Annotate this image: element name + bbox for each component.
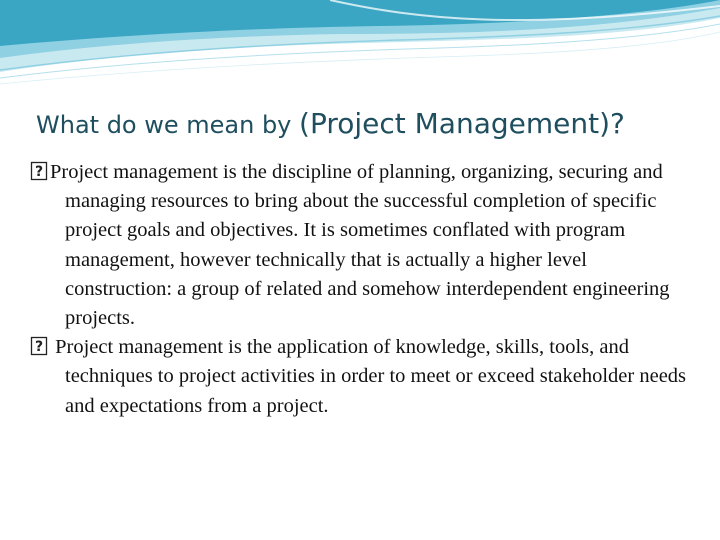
bullet-item-1: [30, 158, 690, 333]
bullet-item-2: [30, 333, 690, 421]
slide-body: [30, 158, 690, 421]
slide-title-topic: (Project Management)?: [299, 107, 625, 140]
svg-text:?: ?: [34, 164, 44, 180]
slide-title: [36, 104, 696, 145]
bullet-text-2: Project management is the application of knowledge, skills, tools, and techniques to project activities in order to meet or exceed stakeholder needs and expectations from a project.: [50, 336, 687, 417]
slide-title-lead: What do we mean by: [36, 111, 300, 139]
missing-glyph-box-icon: [30, 336, 48, 356]
missing-glyph-box-icon: [30, 161, 48, 181]
bullet-text-1: Project management is the discipline of planning, organizing, securing and managing resources to bring about the successful completion of specific project goals and objectives. It is sometimes conflated with program management, however technically that is actually a higher level construction: a group of related and somehow interdependent engineering projects.: [50, 161, 670, 330]
header-wave-decoration: [0, 0, 720, 90]
svg-text:?: ?: [34, 339, 44, 356]
